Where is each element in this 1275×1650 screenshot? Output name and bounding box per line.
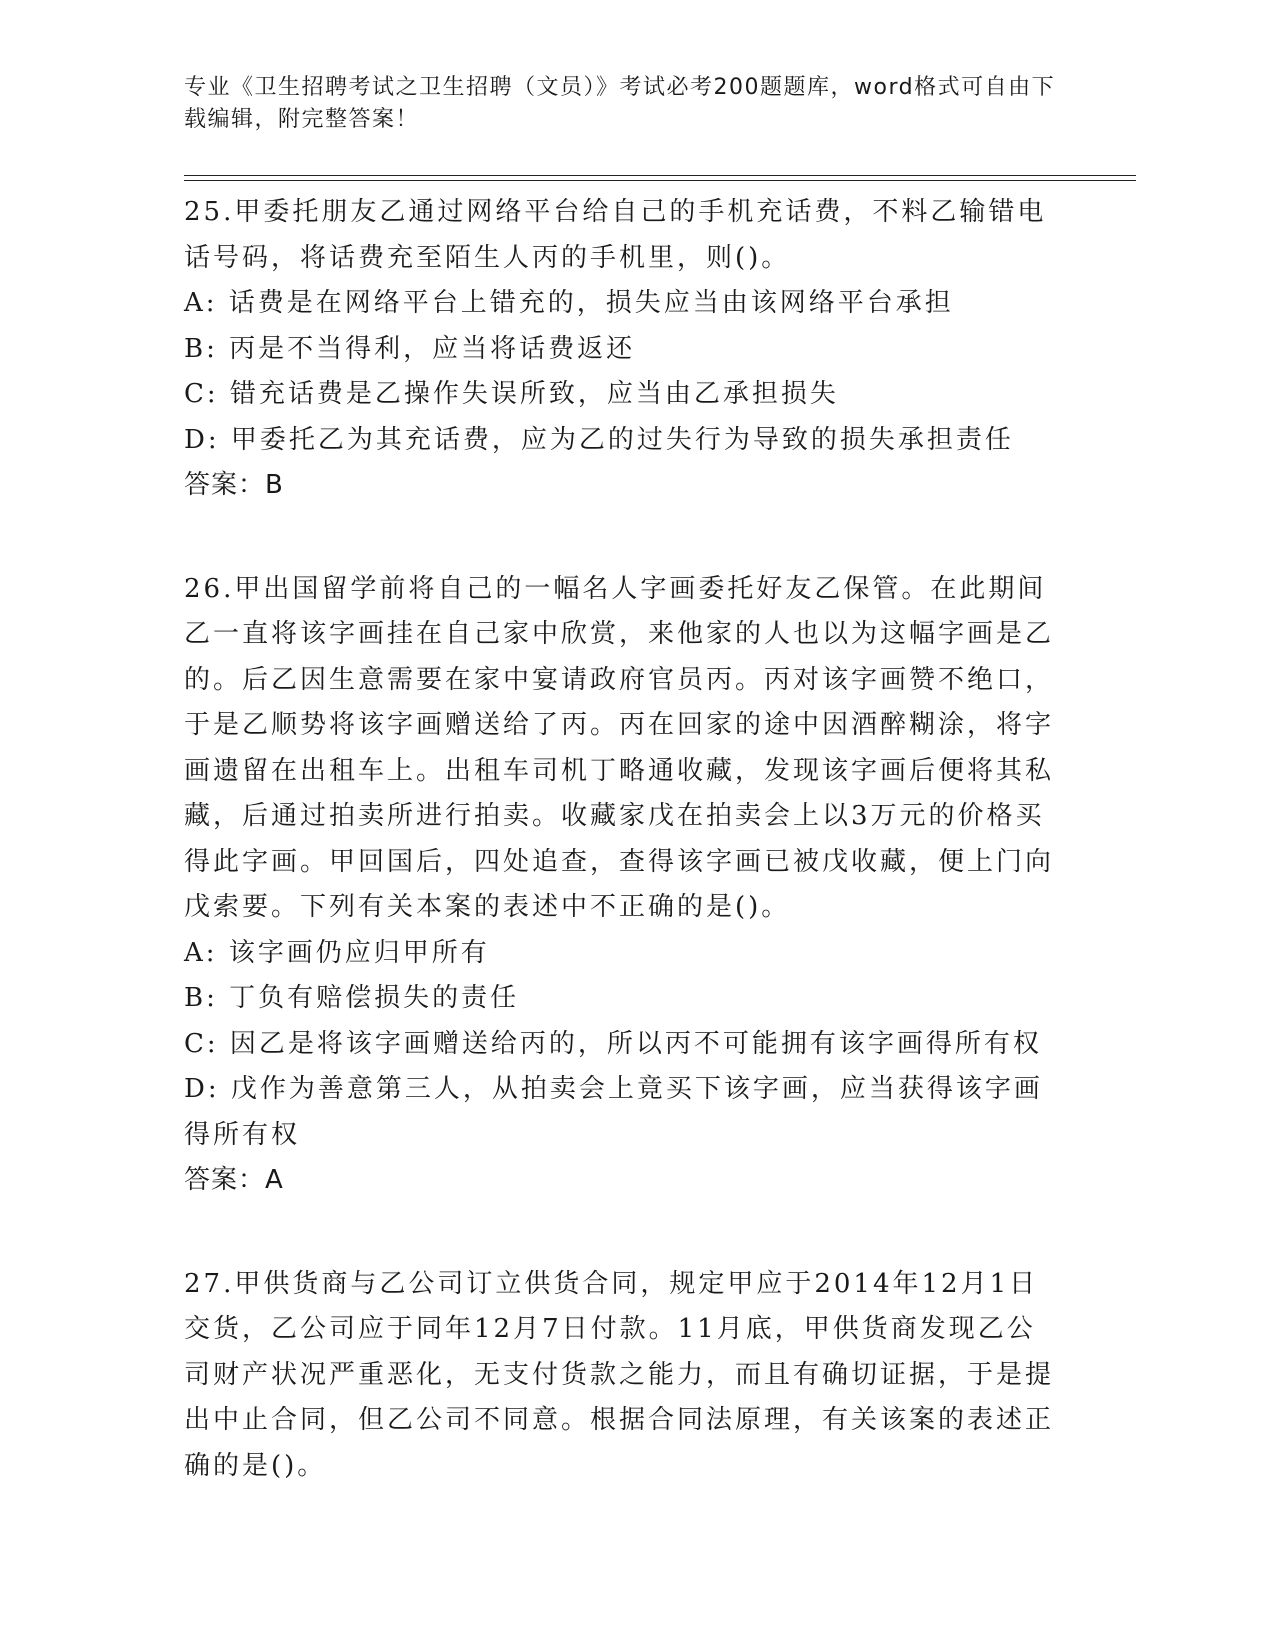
question-list xyxy=(184,190,1064,1489)
option-c: C: 错充话费是乙操作失误所致，应当由乙承担损失 xyxy=(184,379,839,409)
question-26 xyxy=(184,567,1064,1204)
header-divider-top xyxy=(184,175,1136,176)
question-25 xyxy=(184,190,1064,509)
document-header: 专业《卫生招聘考试之卫生招聘（文员）》考试必考200题题库，word格式可自由下载编辑，附完整答案！ xyxy=(184,75,1056,132)
option-b: B: 丁负有赔偿损失的责任 xyxy=(184,983,520,1013)
option-a: A: 该字画仍应归甲所有 xyxy=(184,937,490,968)
question-stem: 26.甲出国留学前将自己的一幅名人字画委托好友乙保管。在此期间乙一直将该字画挂在自己家中欣赏，来他家的人也以为这幅字画是乙的。后乙因生意需要在家中宴请政府官员丙。丙对该字画赞不绝口，于是乙顺势将该字画赠送给了丙。丙在回家的途中因酒醉糊涂，将字画遗留在出租车上。出租车司机丁略通收藏，发现该字画后便将其私藏，后通过拍卖所进行拍卖。收藏家戊在拍卖会上以3万元的价格买得此字画。甲回国后，四处追查，查得该字画已被戊收藏，便上门向戊索要。下列有关本案的表述中不正确的是()。 xyxy=(184,573,1055,922)
option-d: D: 戊作为善意第三人，从拍卖会上竟买下该字画，应当获得该字画得所有权 xyxy=(184,1074,1043,1150)
option-c: C: 因乙是将该字画赠送给丙的，所以丙不可能拥有该字画得所有权 xyxy=(184,1028,1042,1059)
question-stem: 25.甲委托朋友乙通过网络平台给自己的手机充话费，不料乙输错电话号码，将话费充至陌生人丙的手机里，则()。 xyxy=(184,197,1047,273)
question-stem: 27.甲供货商与乙公司订立供货合同，规定甲应于2014年12月1日交货，乙公司应于同年12月7日付款。11月底，甲供货商发现乙公司财产状况严重恶化，无支付货款之能力，而且有确切证据，于是提出中止合同，但乙公司不同意。根据合同法原理，有关该案的表述正确的是()。 xyxy=(184,1268,1055,1481)
answer-line: 答案：B xyxy=(184,470,284,500)
option-d: D: 甲委托乙为其充话费，应为乙的过失行为导致的损失承担责任 xyxy=(184,424,1014,455)
option-b: B: 丙是不当得利，应当将话费返还 xyxy=(184,333,636,364)
question-27 xyxy=(184,1262,1064,1490)
header-divider-bottom xyxy=(184,180,1136,181)
answer-line: 答案：A xyxy=(184,1165,284,1195)
option-a: A: 话费是在网络平台上错充的，损失应当由该网络平台承担 xyxy=(184,288,954,318)
